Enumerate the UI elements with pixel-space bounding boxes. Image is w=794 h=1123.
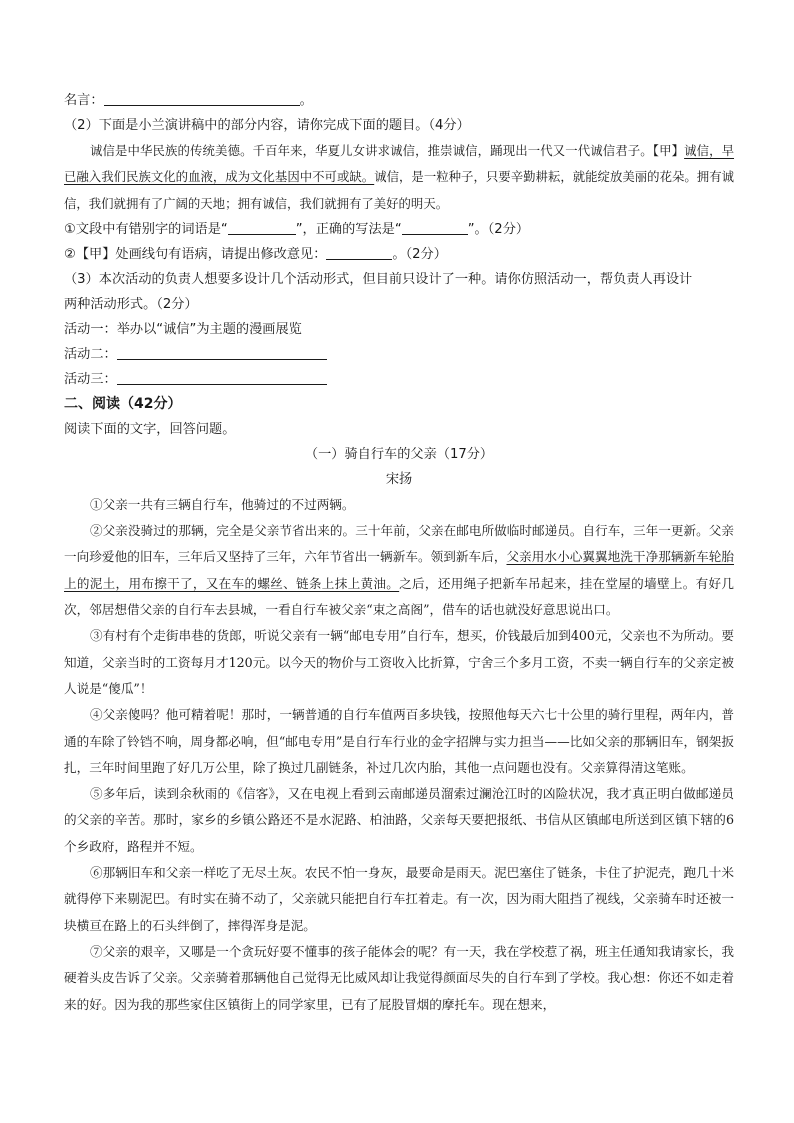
paragraph-6: ⑥那辆旧车和父亲一样吃了无尽土灰。农民不怕一身灰，最要命是雨天。泥巴塞住了链条，卡住了护泥壳，跑几十米就得停下来剔泥巴。有时实在骑不动了，父亲就只能把自行车扛着走。有一次，因为雨大阻挡了视线，父亲骑车时还被一块横亘在路上的石头绊倒了，摔得浑身是泥。 <box>64 865 734 933</box>
wrong-word-blank[interactable] <box>228 220 296 235</box>
q2-sub1 <box>64 217 734 242</box>
activity-one: 活动一：举办以“诚信”为主题的漫画展览 <box>64 321 302 337</box>
activity-two-blank[interactable] <box>117 345 327 360</box>
motto-line <box>64 88 734 113</box>
passage-text-3: 放美丽的花朵。拥有诚信，我们就拥有了广阔的天地；拥有诚信，我们就拥有了美好的明天。 <box>64 169 735 211</box>
q3-prompt-2: 两种活动形式。（2分） <box>64 296 198 312</box>
sub1-text-b: ”，正确的写法是“ <box>295 221 402 237</box>
revision-blank[interactable] <box>326 245 392 260</box>
paragraph-2-text-a: ②父亲没骑过的那辆，完全是父亲节省出来的。三十年前，父亲在邮电所做临时邮递员。自行车，三年一更新。父亲一向珍爱他的旧车，三年后又坚持了三年，六年节省出一辆新车。领到新车后， <box>64 523 734 565</box>
paragraph-7: ⑦父亲的艰辛，又哪是一个贪玩好耍不懂事的孩子能体会的呢？有一天，我在学校惹了祸，班主任通知我请家长，我硬着头皮告诉了父亲。父亲骑着那辆他自己觉得无比威风却让我觉得颜面尽失的自行车到了学校。我心想：你还不如走着来的好。因为我的那些家住区镇街上的同学家里，已有了屁股冒烟的摩托车。现在想来， <box>64 943 734 1012</box>
passage-text-2: 诚信，是一粒种子，只要辛勤耕耘，就能绽 <box>374 169 610 185</box>
motto-label: 名言： <box>64 93 104 108</box>
sub1-text-c: ”。（2分） <box>467 221 530 237</box>
passage-text-1: 诚信是中华民族的传统美德。千百年来，华夏儿女讲求诚信，推崇诚信，踊现出一代又一代诚信君子。【甲】 <box>90 143 685 158</box>
motto-end: 。 <box>299 93 313 108</box>
passage-underlined-sentence: 诚信，早已融入我们民族文化的血液，成为文化基因中不可或缺。 <box>64 143 735 185</box>
article-title: （一）骑自行车的父亲（17分） <box>304 446 494 462</box>
paragraph-5: ⑤多年后，读到余秋雨的《信客》，又在电视上看到云南邮递员溜索过澜沧江时的凶险状况，我才真正明白做邮递员的父亲的辛苦。那时，家乡的乡镇公路还不是水泥路、柏油路，父亲每天要把报纸、书信从区镇邮电所送到区镇下辖的6个乡政府，路程并不短。 <box>64 786 734 854</box>
motto-answer-blank[interactable] <box>104 91 300 106</box>
q2-prompt: （2）下面是小兰演讲稿中的部分内容，请你完成下面的题目。（4分） <box>64 118 470 133</box>
paragraph-4: ④父亲傻吗？他可精着呢！那时，一辆普通的自行车值两百多块钱，按照他每天六七十公里的骑行里程，两年内，普通的车除了铃铛不响，周身都必响，但“邮电专用”是自行车行业的金字招牌与实力担当——比如父亲的那辆旧车，钢架扳扎，三年时间里跑了好几万公里，除了换过几副链条，补过几次内胎，其他一点问题也没有。父亲算得清这笔账。 <box>64 707 734 775</box>
sub2-text-b: 。（2分） <box>392 246 447 262</box>
q2-sub2 <box>64 242 734 267</box>
paragraph-3: ③有村有个走街串巷的货郎，听说父亲有一辆“邮电专用”自行车，想买，价钱最后加到400元，父亲也不为所动。要知道，父亲当时的工资每月才120元。以今天的物价与工资收入比折算，宁舍三个多月工资，不卖一辆自行车的父亲定被人说是“傻瓜”！ <box>64 628 734 696</box>
exam-page <box>64 88 734 1018</box>
paragraph-2-underlined: 父亲用水小心翼翼地洗干净那辆新车轮胎上的泥土，用布擦干了，又在车的螺丝、链条上抹上黄油。 <box>64 549 735 591</box>
activity-three <box>64 367 734 392</box>
article-author: 宋扬 <box>385 471 413 487</box>
activity-three-blank[interactable] <box>117 370 327 385</box>
activity-three-label: 活动三： <box>64 371 117 387</box>
section-two-title: 二、阅读（42分） <box>64 395 182 412</box>
paragraph-2-text-b: 之后，还用绳子把新车吊起来，挂在堂屋的墙壁上。有好几次，邻居想借父亲的自行车去县城，一看自行车被父亲“束之高阁”，借车的话也就没好意思说出口。 <box>64 575 735 618</box>
sub2-text-a: ②【甲】处画线句有语病，请提出修改意见： <box>64 246 327 262</box>
sub1-text-a: ①文段中有错别字的词语是“ <box>64 221 228 237</box>
paragraph-2 <box>64 518 734 623</box>
reading-instruction: 阅读下面的文字，回答问题。 <box>64 421 236 437</box>
paragraph-1: ①父亲一共有三辆自行车，他骑过的不过两辆。 <box>90 496 355 512</box>
q3-prompt-1: （3）本次活动的负责人想要多设计几个活动形式，但目前只设计了一种。请你仿照活动一，帮负责人再设计 <box>64 271 693 287</box>
activity-two-label: 活动二： <box>64 346 117 362</box>
correct-word-blank[interactable] <box>402 220 468 235</box>
activity-two <box>64 342 734 367</box>
speech-passage <box>64 138 734 217</box>
